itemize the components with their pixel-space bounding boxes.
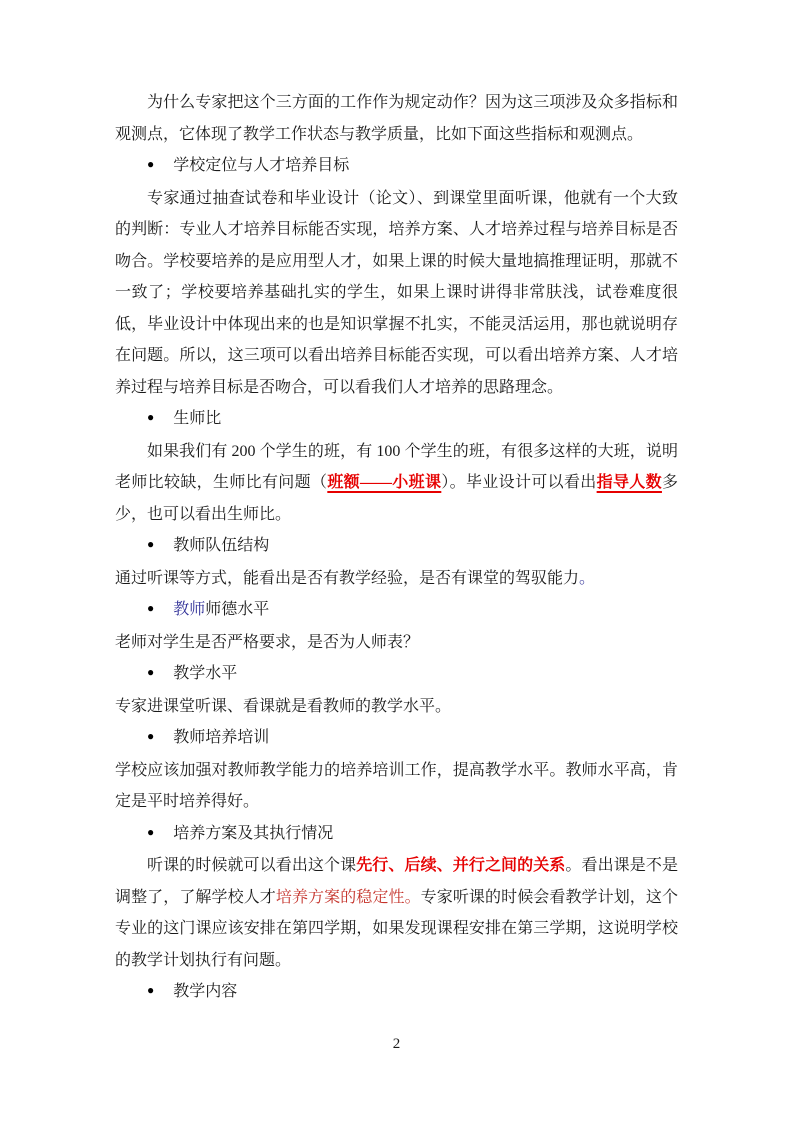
text-segment: 指导人数	[596, 474, 662, 491]
text-segment: 专家听课的时候会看教学计划，这个专业的这门课应该安排在第四学期，如果发现课程安排在第三学期，这说明学校的教学计划执行有问题。	[115, 888, 678, 969]
text-segment: 听课的时候就可以看出这个课	[147, 857, 357, 874]
bullet-heading	[115, 594, 678, 627]
paragraph	[115, 691, 678, 723]
text-segment: 老师对学生是否严格要求，是否为人师表？	[115, 633, 420, 651]
text-segment: 学校定位与人才培养目标	[173, 157, 350, 174]
text-segment: 多少，也可以看出生师比。	[115, 474, 678, 523]
text-segment: 生师比	[173, 410, 222, 427]
bullet-heading	[115, 976, 678, 1009]
paragraph	[115, 850, 678, 976]
paragraph	[115, 627, 678, 659]
bullet-heading	[115, 530, 678, 563]
bullet-heading	[115, 403, 678, 436]
paragraph	[115, 87, 678, 150]
text-segment: 学校应该加强对教师教学能力的培养培训工作，提高教学水平。教师水平高，肯定是平时培养得好。	[115, 761, 678, 810]
text-segment: 教师培养培训	[173, 729, 270, 746]
bullet-icon: ●	[147, 983, 155, 997]
bullet-heading	[115, 818, 678, 851]
text-segment: 为什么专家把这个三方面的工作作为规定动作？因为这三项涉及众多指标和观测点，它体现了教学工作状态与教学质量，比如下面这些指标和观测点。	[115, 94, 678, 143]
text-segment: 专家通过抽查试卷和毕业设计（论文）、到课堂里面听课，他就有一个大致的判断：专业人才培养目标能否实现，培养方案、人才培养过程与培养目标是否吻合。学校要培养的是应用型人才，如果上课的时候大量地搞推理证明，那就不一致了；学校要培养基础扎实的学生，如果上课时讲得非常肤浅，试卷难度很低，毕业设计中体现出来的也是知识掌握不扎实，不能灵活运用，那也就说明存在问题。所以，这三项可以看出培养目标能否实现，可以看出培养方案、人才培养过程与培养目标是否吻合，可以看我们人才培养的思路理念。	[115, 189, 678, 396]
document-body	[115, 87, 678, 1009]
text-segment: 培养方案的稳定性。	[275, 888, 421, 906]
text-segment: 。	[579, 569, 596, 587]
text-segment: 师德水平	[205, 601, 270, 618]
bullet-icon: ●	[147, 824, 155, 839]
text-segment: 先行、后续、并行之间的关系	[356, 857, 566, 874]
text-segment: 培养方案及其执行情况	[173, 824, 334, 842]
text-segment: 教学水平	[173, 665, 238, 682]
bullet-icon: ●	[147, 157, 155, 171]
text-segment: 教学内容	[173, 983, 238, 1000]
text-segment: 如果我们有 200 个学生的班，有 100 个学生的班，有很多这样的大班，说明老师比较缺，生师比有问题（	[115, 442, 678, 491]
text-segment: 通过听课等方式，能看出是否有教学经验，是否有课堂的驾驭能力	[115, 569, 580, 587]
page-number: 2	[392, 1036, 401, 1052]
text-segment: ）。毕业设计可以看出	[441, 474, 597, 491]
bullet-icon: ●	[147, 665, 155, 679]
paragraph	[115, 755, 678, 818]
bullet-icon: ●	[147, 410, 155, 424]
text-segment: 。看出课是不是调整了，了解学校人才	[115, 857, 678, 906]
bullet-icon: ●	[147, 729, 155, 743]
text-segment: 专家进课堂听课、看课就是看教师的教学水平。	[115, 697, 452, 715]
bullet-heading	[115, 722, 678, 755]
text-segment: 班额——小班课	[327, 474, 442, 491]
bullet-heading	[115, 150, 678, 183]
paragraph	[115, 436, 678, 531]
paragraph	[115, 563, 678, 595]
text-segment: 教师队伍结构	[173, 537, 270, 554]
bullet-icon: ●	[147, 537, 155, 551]
text-segment: 教师	[173, 601, 206, 618]
bullet-heading	[115, 658, 678, 691]
bullet-icon: ●	[147, 601, 155, 615]
paragraph	[115, 183, 678, 404]
